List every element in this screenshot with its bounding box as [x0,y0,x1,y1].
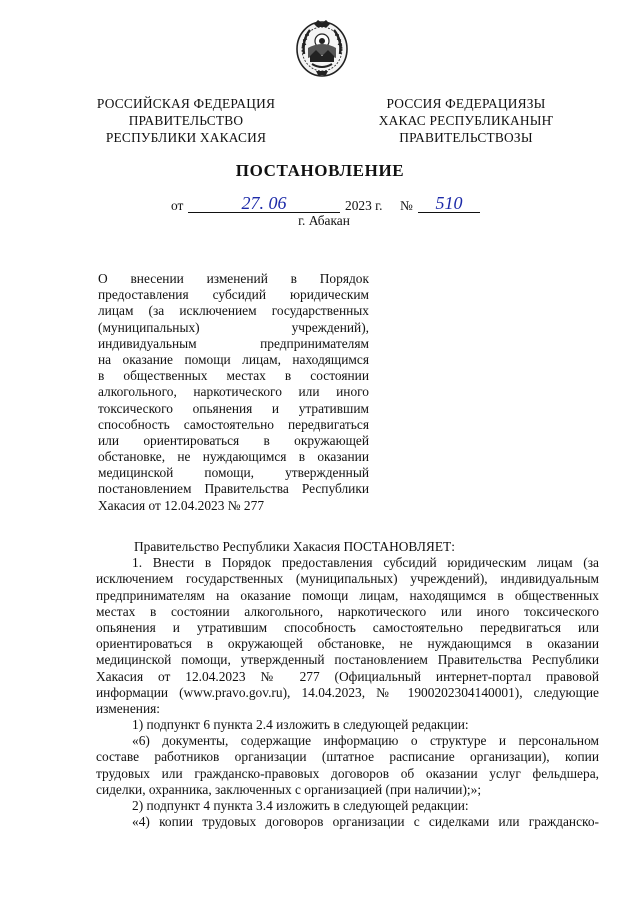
number-sign: № [400,198,413,213]
item-1-line: предпринимателям на оказание помощи лицам, находящимся в общественных [96,587,599,603]
body-text [96,539,599,830]
coat-of-arms-icon [294,18,350,78]
header-right-line-3: ПРАВИТЕЛЬСТВОЗЫ [399,130,533,145]
date-prefix: от [171,198,184,213]
intro-line: способность самостоятельно передвигаться [98,416,369,432]
handwritten-number: 510 [435,193,463,213]
intro-line: индивидуальным предпринимателям [98,335,369,351]
header-left-line-3: РЕСПУБЛИКИ ХАКАСИЯ [105,130,267,145]
intro-line: на оказание помощи лицам, находящимся [98,351,369,367]
handwritten-date: 27. 06 [241,193,287,213]
sub-1-line: сиделки, охранника, заключенных с организацией (при наличии);»; [96,781,482,797]
intro-line: постановлением Правительства Республики [98,481,369,497]
intro-line: токсического опьянения и утратившим [98,400,369,416]
item-1-line: ориентироваться в окружающей обстановке, не нуждающимся в оказании [96,636,599,652]
intro-line: лицам (за исключением государственных [98,303,369,319]
sub-1-line: составе работников организации (штатное расписание организации), копии [96,749,599,765]
sub-1-text [96,733,599,798]
header-right [366,95,566,146]
intro-line: или ориентироваться в окружающей [98,432,369,448]
item-1-line: 1. Внести в Порядок предоставления субсидий юридическим лицам (за [132,555,599,571]
header-right-line-2: ХАКАС РЕСПУБЛИКАНЫҤ [378,113,554,128]
intro-line: медицинской помощи, утвержденный [98,465,369,481]
item-1-line: изменения: [96,700,161,716]
sub-1-line: «6) документы, содержащие информацию о структуре и персональном [132,733,599,749]
sub2-heading: 2) подпункт 4 пункта 3.4 изложить в следующей редакции: [132,798,469,813]
item-1-line: информации (www.pravo.gov.ru), 14.04.2023, № 1900202304140001), следующие [96,684,599,700]
intro-line: алкогольного, наркотического или иного [98,384,369,400]
date-year: 2023 г. [345,198,383,213]
intro-line: обстановке, не нуждающимся в оказании [98,449,369,465]
intro-line: Хакасия от 12.04.2023 № 277 [98,497,265,513]
intro-line: предоставления субсидий юридическим [98,287,369,303]
item-1-line: исключением государственных (муниципальных) учреждений), индивидуальным [96,571,599,587]
intro-line: (муниципальных) учреждений), [98,319,369,335]
item-1 [96,555,599,717]
sub1-heading: 1) подпункт 6 пункта 2.4 изложить в следующей редакции: [132,717,469,733]
item-1-line: опьянения и утратившим способность самостоятельно передвигаться или [96,619,599,635]
item-1-line: местах в состоянии алкогольного, наркотического или иного токсического [96,603,599,619]
header-left-line-1: РОССИЙСКАЯ ФЕДЕРАЦИЯ [96,96,276,111]
intro-line: О внесении изменений в Порядок [98,271,369,286]
sub-2-text [96,814,599,830]
sub-2-line: «4) копии трудовых договоров организации с сиделками или гражданско- [132,814,599,830]
decree-line: Правительство Республики Хакасия ПОСТАНОВЛЯЕТ: [134,539,455,554]
item-1-line: Хакасия от 12.04.2023 № 277 (Официальный интернет-портал правовой [96,668,599,684]
item-1-line: медицинской помощи, утвержденный постановлением Правительства Республики [96,652,599,668]
intro-title-block [98,271,369,514]
intro-line: в общественных местах в состоянии [98,368,369,384]
header-left [86,95,286,146]
city: г. Абакан [298,213,350,228]
document-title: ПОСТАНОВЛЕНИЕ [235,161,405,180]
header-right-line-1: РОССИЯ ФЕДЕРАЦИЯЗЫ [386,96,546,111]
sub-1-line: трудовых или гражданско-правовых договоров об оказании услуг фельдшера, [96,765,599,781]
header-left-line-2: ПРАВИТЕЛЬСТВО [128,113,244,128]
